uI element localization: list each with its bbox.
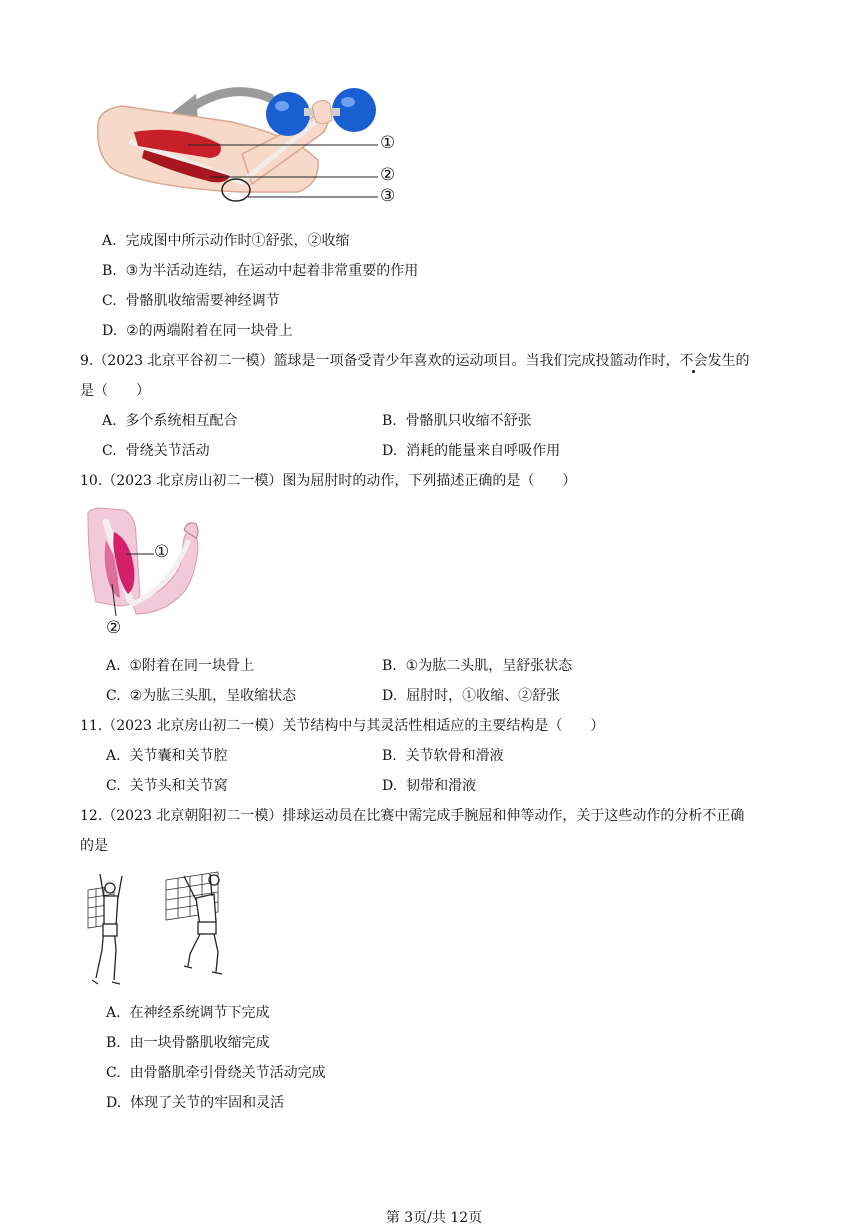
q9-stem: 9.（2023 北京平谷初二一模）篮球是一项备受青少年喜欢的运动项目。当我们完成投篮动作时，不会发生的	[80, 353, 750, 369]
q11-option-b: B. 关节软骨和滑液	[382, 748, 504, 764]
q9-stem-line2: 是（ ）	[80, 383, 150, 399]
q10-option-c: C. ②为肱三头肌，呈收缩状态	[106, 688, 297, 704]
q8-figure-label-2: ②	[380, 165, 396, 185]
q10-figure-label-2: ②	[106, 618, 122, 638]
q8-option-d: D. ②的两端附着在同一块骨上	[102, 323, 293, 339]
q10-option-b: B. ①为肱二头肌，呈舒张状态	[382, 658, 573, 674]
q9-emphasis: 不会	[679, 353, 708, 369]
q8-option-c: C. 骨骼肌收缩需要神经调节	[102, 293, 280, 309]
q12-option-c: C. 由骨骼肌牵引骨绕关节活动完成	[106, 1065, 326, 1081]
q9-option-d: D. 消耗的能量来自呼吸作用	[382, 443, 561, 459]
q11-stem: 11.（2023 北京房山初二一模）关节结构中与其灵活性相适应的主要结构是（ ）	[80, 718, 605, 734]
q8-option-b: B. ③为半活动连结，在运动中起着非常重要的作用	[102, 263, 419, 279]
q8-figure-label-3: ③	[380, 186, 396, 206]
q9-option-c: C. 骨绕关节活动	[102, 443, 210, 459]
elbow-flexion-figure	[84, 506, 204, 642]
q10-option-a: A. ①附着在同一块骨上	[106, 658, 255, 674]
page-footer: 第 3页/共 12页	[385, 1210, 483, 1226]
q10-option-d: D. 屈肘时，①收缩、②舒张	[382, 688, 561, 704]
q12-stem: 12.（2023 北京朝阳初二一模）排球运动员在比赛中需完成手腕屈和伸等动作，关于这些动作的分析不正确	[80, 808, 745, 824]
q12-option-b: B. 由一块骨骼肌收缩完成	[106, 1035, 270, 1051]
q11-option-c: C. 关节头和关节窝	[106, 778, 228, 794]
q12-option-a: A. 在神经系统调节下完成	[106, 1005, 270, 1021]
q10-stem: 10.（2023 北京房山初二一模）图为屈肘时的动作，下列描述正确的是（ ）	[80, 473, 577, 489]
q9-option-a: A. 多个系统相互配合	[102, 413, 238, 429]
q12-option-d: D. 体现了关节的牢固和灵活	[106, 1095, 285, 1111]
q8-option-a: A. 完成图中所示动作时①舒张，②收缩	[102, 233, 350, 249]
q12-stem-line2: 的是	[80, 838, 108, 854]
q8-figure-label-1: ①	[380, 133, 396, 153]
q9-option-b: B. 骨骼肌只收缩不舒张	[382, 413, 532, 429]
q11-option-d: D. 韧带和滑液	[382, 778, 477, 794]
q11-option-a: A. 关节囊和关节腔	[106, 748, 228, 764]
q10-figure-label-1: ①	[154, 542, 170, 562]
volleyball-players-figure	[84, 868, 232, 992]
arm-dumbbell-figure	[92, 84, 410, 208]
